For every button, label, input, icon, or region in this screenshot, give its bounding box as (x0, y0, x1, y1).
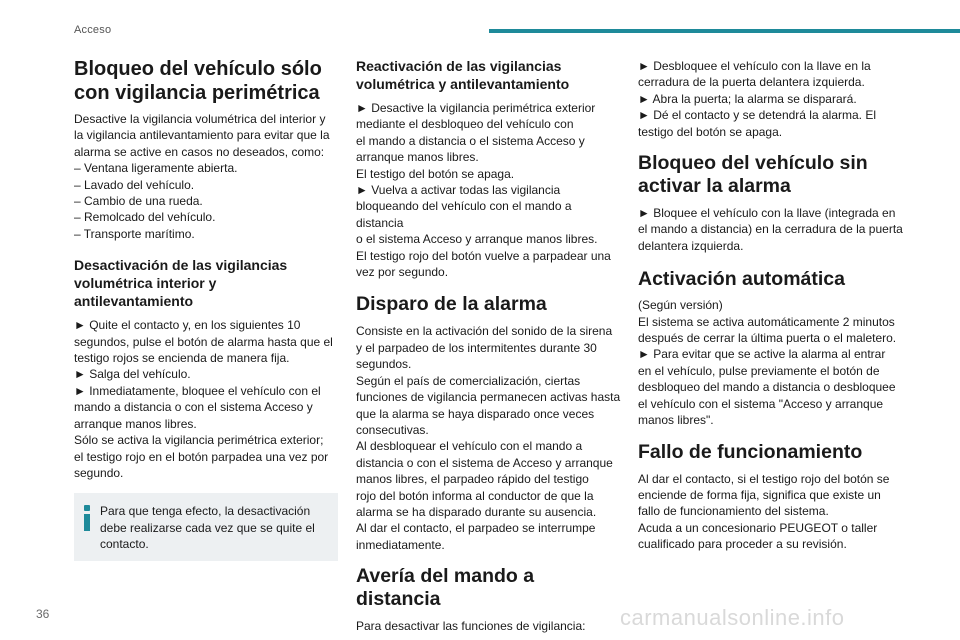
column-3 (638, 52, 906, 553)
heading-disparo: Disparo de la alarma (356, 293, 547, 316)
heading-fallo: Fallo de funcionamiento (638, 440, 863, 463)
paragraph-fallo: Al dar el contacto, si el testigo rojo del botón se enciende de forma fija, significa que existe un fallo de funcionamiento del sistema. Acuda a un concesionario PEUGEOT o taller cualificado para proceder a su revisión. (638, 471, 890, 552)
heading-averia: Avería del mando a distancia (356, 565, 535, 611)
paragraph-sin-alarma: ► Bloquee el vehículo con la llave (integrada en el mando a distancia) en la cerradura de la puerta delantera izquierda. (638, 206, 903, 253)
column-1 (74, 52, 338, 561)
heading-reactivacion: Reactivación de las vigilancias volumétrica y antilevantamiento (356, 58, 570, 92)
column-2 (356, 52, 622, 635)
watermark: carmanualsonline.info (620, 605, 845, 630)
paragraph-averia: Para desactivar las funciones de vigilancia: (356, 619, 586, 634)
heading-desactivacion: Desactivación de las vigilancias volumétrica interior y antilevantamiento (74, 257, 288, 310)
heading-sin-alarma: Bloqueo del vehículo sin activar la alarma (638, 152, 868, 198)
paragraph-intro: Desactive la vigilancia volumétrica del interior y la vigilancia antilevantamiento para evitar que la alarma se active en casos no deseados, como: – Ventana ligeramente abierta. – Lavado del vehículo. – Cambio de una rueda. – Remolcado del vehículo. – Transporte marítimo. (74, 112, 330, 241)
paragraph-averia-steps: ► Desbloquee el vehículo con la llave en la cerradura de la puerta delantera izquierda. ► Abra la puerta; la alarma se disparará. ► Dé el contacto y se detendrá la alarma. El testigo del botón se apaga. (638, 59, 876, 139)
heading-bloqueo-perimetrica: Bloqueo del vehículo sólo con vigilancia perimétrica (74, 58, 322, 104)
info-note-box (74, 493, 338, 560)
paragraph-desactivacion: ► Quite el contacto y, en los siguientes 10 segundos, pulse el botón de alarma hasta que el testigo rojos se encienda de manera fija. ► Salga del vehículo. ► Inmediatamente, bloquee el vehículo con el mando a distancia o con el sistema Acceso y arranque manos libres. Sólo se activa la vigilancia perimétrica exterior; el testigo rojo en el botón parpadea una vez por segundo. (74, 318, 333, 480)
info-note-text: Para que tenga efecto, la desactivación debe realizarse cada vez que se quite el contacto. (100, 504, 315, 552)
paragraph-reactivacion: ► Desactive la vigilancia perimétrica exterior mediante el desbloqueo del vehículo con el mando a distancia o el sistema Acceso y arranque manos libres. El testigo del botón se apaga. ► Vuelva a activar todas las vigilancia bloqueando del vehículo con el mando a distancia o el sistema Acceso y arranque manos libres. El testigo rojo del botón vuelve a parpadear una vez por segundo. (356, 101, 611, 280)
info-icon (82, 505, 92, 531)
page-number: 36 (36, 607, 50, 621)
paragraph-activacion-automatica: (Según versión) El sistema se activa automáticamente 2 minutos después de cerrar la última puerta o el maletero. ► Para evitar que se active la alarma al entrar en el vehículo, pulse previamente el botón de desbloqueo del mando a distancia o desbloquee el vehículo con el sistema "Acceso y arranque manos libres". (638, 298, 897, 428)
heading-activacion-automatica: Activación automática (638, 268, 845, 291)
header-accent-bar (489, 29, 960, 33)
section-label: Acceso (74, 24, 112, 36)
paragraph-disparo: Consiste en la activación del sonido de la sirena y el parpadeo de los intermitentes durante 30 segundos. Según el país de comercialización, ciertas funciones de vigilancia permanecen activas hasta que la alarma se haya disparado once veces consecutivas. Al desbloquear el vehículo con el mando a distancia o con el sistema de Acceso y arranque manos libres, el parpadeo rápido del testigo rojo del botón informa al conductor de que la alarma se ha disparado durante su ausencia. Al dar el contacto, el parpadeo se interrumpe inmediatamente. (356, 324, 621, 552)
